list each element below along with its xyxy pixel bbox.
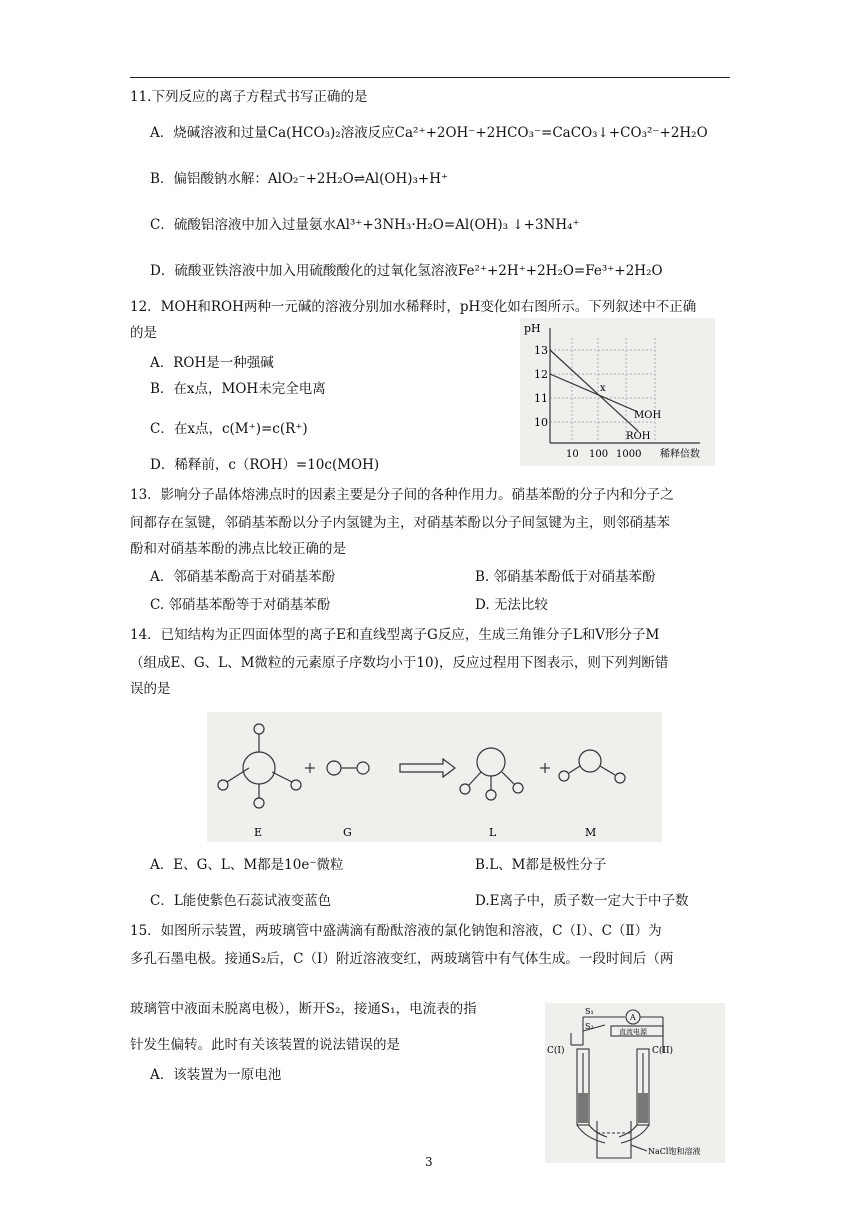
q13-option-b: B. 邻硝基苯酚低于对硝基苯酚 <box>475 569 656 585</box>
electrolysis-apparatus-figure <box>545 1003 725 1163</box>
q12-stem-line2: 的是 <box>130 325 157 341</box>
molecule-reaction-figure <box>207 712 662 842</box>
label-power: 直流电源 <box>619 1028 647 1036</box>
beaker <box>597 1121 631 1158</box>
q14-stem-line2: （组成E、G、L、M微粒的元素原子序数均小于10)，反应过程用下图表示，则下列判断错 <box>130 655 669 671</box>
q11-option-b: B．偏铝酸钠水解：AlO₂⁻+2H₂O⇌Al(OH)₃+H⁺ <box>150 171 449 187</box>
graph-ylabel: pH <box>524 322 541 335</box>
series-roh-label: ROH <box>626 431 651 442</box>
rohline <box>550 350 638 431</box>
ph-graph-svg <box>520 318 715 466</box>
q14-option-b: B.L、M都是极性分子 <box>475 857 607 873</box>
label-m: M <box>585 826 597 839</box>
label-s2: S₂ <box>585 1022 594 1031</box>
xtick-10: 10 <box>566 449 579 460</box>
xtick-100: 100 <box>589 449 609 460</box>
q14-option-a: A．E、G、L、M都是10e⁻微粒 <box>150 857 344 873</box>
q12-option-a: A．ROH是一种强碱 <box>150 355 274 371</box>
point-x-label: x <box>600 383 606 394</box>
q13-stem-line3: 酚和对硝基苯酚的沸点比较正确的是 <box>130 541 346 557</box>
series-moh-label: MOH <box>634 410 662 421</box>
header-rule <box>130 77 730 78</box>
q14-option-c: C．L能使紫色石蕊试液变蓝色 <box>150 893 332 909</box>
ph-dilution-graph <box>520 318 715 466</box>
label-c1: C(I) <box>547 1046 565 1056</box>
ytick-13: 13 <box>534 344 548 357</box>
ytick-10: 10 <box>534 416 548 429</box>
apparatus-svg <box>545 1003 725 1163</box>
q13-stem-line2: 间都存在氢键，邻硝基苯酚以分子内氢键为主，对硝基苯酚以分子间氢键为主，则邻硝基苯 <box>130 515 670 531</box>
label-e: E <box>254 826 263 839</box>
ytick-12: 12 <box>534 368 548 381</box>
q15-stem-line3: 玻璃管中液面未脱离电极），断开S₂，接通S₁，电流表的指 <box>130 1001 477 1017</box>
label-l: L <box>489 826 497 839</box>
q12-option-d: D．稀释前，c（ROH）=10c(MOH) <box>150 457 380 473</box>
molecule-svg <box>207 712 662 842</box>
q14-stem-line3: 误的是 <box>130 681 171 697</box>
xtick-1000: 1000 <box>616 449 642 460</box>
label-s1: S₁ <box>585 1007 594 1016</box>
label-g: G <box>343 826 352 839</box>
q11-stem: 11.下列反应的离子方程式书写正确的是 <box>130 89 368 105</box>
q14-stem-line1: 14．已知结构为正四面体型的离子E和直线型离子G反应，生成三角锥分子L和V形分子M <box>130 627 660 643</box>
q15-stem-line4: 针发生偏转。此时有关该装置的说法错误的是 <box>130 1037 400 1053</box>
ytick-11: 11 <box>534 392 548 405</box>
q11-option-d: D．硫酸亚铁溶液中加入用硫酸酸化的过氧化氢溶液Fe²⁺+2H⁺+2H₂O=Fe³⁺+2H₂O <box>150 263 663 279</box>
q15-option-a: A．该装置为一原电池 <box>150 1067 282 1083</box>
q14-option-d: D.E离子中，质子数一定大于中子数 <box>475 893 689 909</box>
graph-xlabel: 稀释倍数 <box>660 449 700 460</box>
mohline <box>550 374 638 412</box>
q11-option-a: A．烧碱溶液和过量Ca(HCO₃)₂溶液反应Ca²⁺+2OH⁻+2HCO₃⁻=CaCO₃↓+CO₃²⁻+2H₂O <box>150 125 708 141</box>
q13-option-a: A．邻硝基苯酚高于对硝基苯酚 <box>150 569 336 585</box>
q12-stem-line1: 12．MOH和ROH两种一元碱的溶液分别加水稀释时，pH变化如右图所示。下列叙述中不正确 <box>130 299 697 315</box>
q13-stem-line1: 13．影响分子晶体熔沸点时的因素主要是分子间的各种作用力。硝基苯酚的分子内和分子之 <box>130 487 674 503</box>
label-c2: C(II) <box>652 1046 674 1056</box>
q12-option-b: B．在x点，MOH未完全电离 <box>150 381 326 397</box>
label-ammeter: A <box>630 1013 636 1022</box>
q15-stem-line2: 多孔石墨电极。接通S₂后，C（Ⅰ）附近溶液变红，两玻璃管中有气体生成。一段时间后（两 <box>130 951 674 967</box>
q11-option-c: C．硫酸铝溶液中加入过量氨水Al³⁺+3NH₃·H₂O=Al(OH)₃ ↓+3NH₄⁺ <box>150 217 580 233</box>
q15-stem-line1: 15．如图所示装置，两玻璃管中盛满滴有酚酞溶液的氯化钠饱和溶液，C（Ⅰ）、C（Ⅱ）为 <box>130 923 662 939</box>
label-nacl: NaCl饱和溶液 <box>648 1147 701 1156</box>
q12-option-c: C．在x点，c(M⁺)=c(R⁺) <box>150 421 308 437</box>
page-number: 3 <box>425 1155 433 1169</box>
q13-option-d: D. 无法比较 <box>475 597 548 613</box>
q13-option-c: C. 邻硝基苯酚等于对硝基苯酚 <box>150 597 331 613</box>
